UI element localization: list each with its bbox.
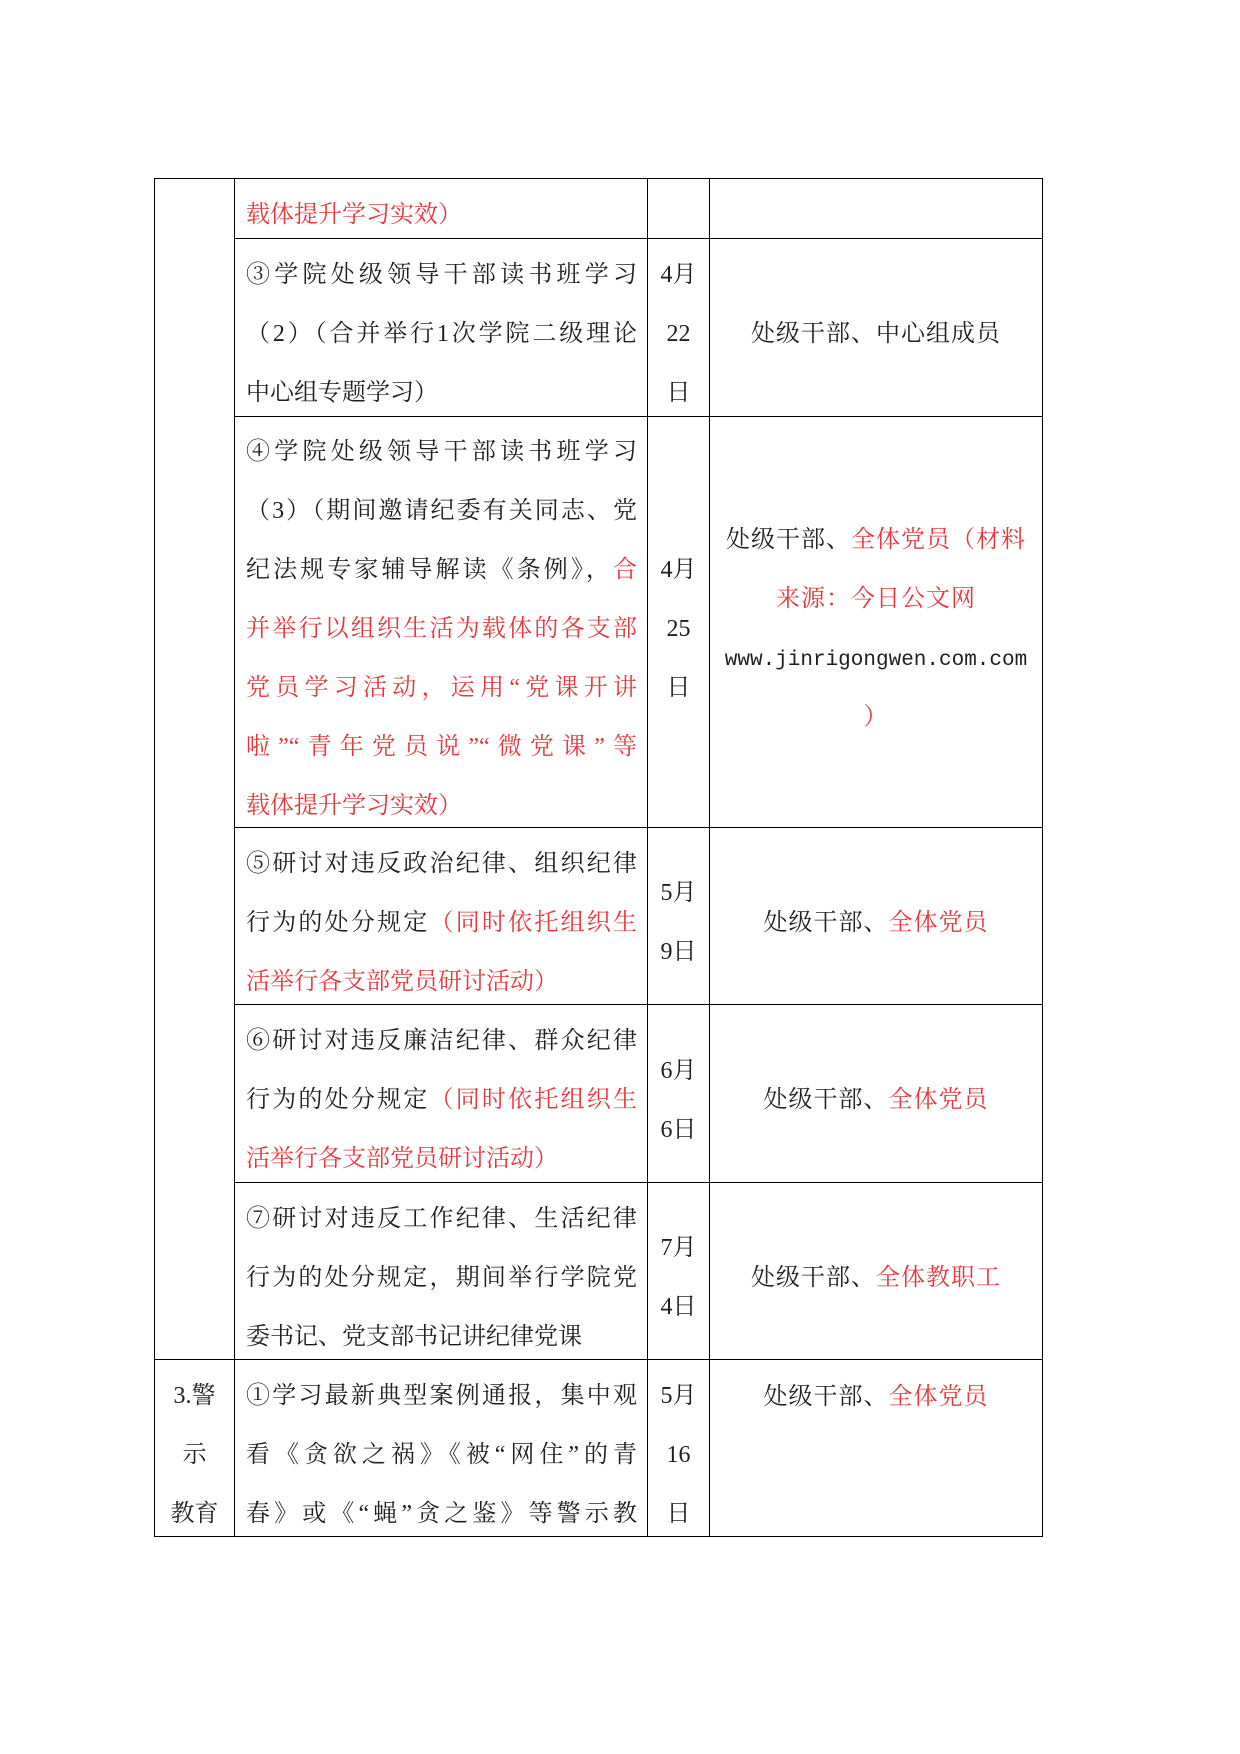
activity-text [235, 828, 647, 1004]
date-line: 日 [666, 1500, 691, 1527]
activity-line [246, 1190, 637, 1249]
participants-text [710, 828, 1042, 1004]
category-text [155, 1360, 234, 1536]
activity-line [246, 482, 637, 541]
date-line: 4日 [660, 1294, 697, 1320]
category-line: 教育 [170, 1500, 219, 1527]
text-run: ①学习最新典型案例通报，集中观 [246, 1382, 637, 1409]
activity-line [246, 1130, 637, 1189]
date-text [648, 1005, 709, 1182]
participants-cell [710, 417, 1043, 828]
highlighted-text: 载体提升学习实效） [246, 792, 462, 819]
source-url-text: www.jinrigongwen.com.com [724, 649, 1028, 672]
date-text [648, 179, 709, 238]
participants-text [710, 1005, 1042, 1182]
highlighted-text: 啦”“青年党员说”“微党课”等 [246, 733, 637, 760]
participants-line [710, 1071, 1042, 1130]
date-text [648, 239, 709, 416]
activity-line [246, 1485, 637, 1544]
date-cell [648, 1183, 710, 1360]
date-line: 25 [666, 615, 691, 642]
activity-line [246, 718, 637, 777]
text-run: 处级干部、中心组成员 [751, 321, 1001, 347]
date-line: 日 [666, 674, 691, 701]
activity-text [235, 1360, 647, 1536]
activity-line [246, 1249, 637, 1308]
participants-cell [710, 239, 1043, 417]
participants-line [710, 629, 1042, 688]
activity-cell [235, 828, 648, 1005]
date-cell [648, 179, 710, 239]
text-run: 处级干部、 [726, 527, 851, 553]
activity-line [246, 1071, 637, 1130]
participants-line [710, 688, 1042, 747]
date-text [648, 1183, 709, 1359]
activity-cell [235, 239, 648, 417]
activity-cell [235, 1360, 648, 1537]
activity-line [246, 541, 637, 600]
date-text [648, 417, 709, 827]
text-run: 行为的处分规定 [246, 909, 430, 936]
text-run: ⑥研讨对违反廉洁纪律、群众纪律 [246, 1028, 637, 1054]
participants-cell [710, 1360, 1043, 1537]
activity-line [246, 659, 637, 718]
highlighted-text: 全体党员 [888, 1384, 989, 1410]
activity-line [246, 1367, 637, 1426]
table-row [155, 417, 1043, 828]
highlighted-text: 并举行以组织生活为载体的各支部 [246, 615, 637, 642]
highlighted-text: （同时依托组织生 [429, 909, 637, 936]
category-cell [155, 179, 235, 1360]
highlighted-text: 活举行各支部党员研讨活动） [246, 968, 558, 995]
date-cell [648, 828, 710, 1005]
participants-text [710, 417, 1042, 827]
activity-line [246, 364, 637, 423]
participants-line [710, 570, 1042, 629]
activity-line [246, 1012, 637, 1071]
date-line: 日 [666, 380, 691, 406]
participants-line [710, 1249, 1042, 1308]
activity-line [246, 953, 637, 1012]
table-row [155, 1183, 1043, 1360]
text-run: （3）（期间邀请纪委有关同志、党 [246, 497, 637, 524]
date-line: 9日 [660, 939, 697, 965]
participants-line [710, 511, 1042, 570]
activity-text [235, 417, 647, 827]
text-run: （2）（合并举行1次学院二级理论 [246, 321, 637, 347]
highlighted-text: 全体教职工 [876, 1264, 1001, 1291]
highlighted-text: ） [863, 704, 889, 730]
text-run: 处级干部、 [763, 1384, 889, 1410]
participants-line [710, 894, 1042, 953]
highlighted-text: 全体党员（材料 [851, 527, 1026, 553]
date-text [648, 828, 709, 1004]
date-line: 5月 [660, 1382, 697, 1409]
activity-line [246, 835, 637, 894]
text-run: 看《贪欲之祸》《被“网住”的青 [246, 1441, 637, 1468]
highlighted-text: 活举行各支部党员研讨活动） [246, 1146, 558, 1172]
table-row [155, 239, 1043, 417]
date-line: 5月 [660, 880, 697, 906]
date-line: 4月 [660, 262, 697, 288]
activity-line [246, 305, 637, 364]
text-run: 行为的处分规定 [246, 1087, 430, 1113]
participants-cell [710, 1183, 1043, 1360]
date-text [648, 1360, 709, 1536]
activity-line [246, 894, 637, 953]
date-line: 6日 [660, 1116, 697, 1143]
activity-cell [235, 417, 648, 828]
table-row [155, 1360, 1043, 1537]
participants-line [710, 305, 1042, 364]
highlighted-text: 来源：今日公文网 [776, 586, 976, 612]
participants-text [710, 1183, 1042, 1359]
date-line: 22 [666, 321, 691, 347]
text-run: 处级干部、 [763, 909, 889, 936]
table-body [155, 179, 1043, 1537]
activity-cell [235, 1005, 648, 1183]
text-run: 处级干部、 [751, 1264, 876, 1291]
highlighted-text: 合 [613, 556, 637, 583]
participants-cell [710, 179, 1043, 239]
date-cell [648, 1005, 710, 1183]
participants-text [710, 179, 1042, 238]
text-run: 委书记、党支部书记讲纪律党课 [246, 1323, 582, 1350]
text-run: ③学院处级领导干部读书班学习 [246, 262, 637, 288]
text-run: 行为的处分规定，期间举行学院党 [246, 1264, 637, 1291]
highlighted-text: 党员学习活动，运用“党课开讲 [246, 674, 637, 701]
table-row [155, 1005, 1043, 1183]
category-line: 示 [182, 1441, 207, 1468]
activity-line [246, 600, 637, 659]
text-run: ⑤研讨对违反政治纪律、组织纪律 [246, 850, 637, 877]
activity-line [246, 186, 637, 245]
text-run: 处级干部、 [763, 1087, 889, 1113]
activity-line [246, 1308, 637, 1367]
date-line: 4月 [660, 556, 697, 583]
activity-cell [235, 1183, 648, 1360]
activity-cell [235, 179, 648, 239]
text-run: ⑦研讨对违反工作纪律、生活纪律 [246, 1205, 637, 1232]
highlighted-text: 全体党员 [888, 909, 989, 936]
text-run: 春》或《“蝇”贪之鉴》等警示教 [246, 1500, 637, 1527]
activity-text [235, 179, 647, 238]
activity-text [235, 1183, 647, 1359]
activity-text [235, 1005, 647, 1182]
text-run: ④学院处级领导干部读书班学习 [246, 438, 637, 465]
activity-line [246, 246, 637, 305]
date-line: 16 [666, 1441, 691, 1468]
date-cell [648, 1360, 710, 1537]
activity-line [246, 423, 637, 482]
participants-text [710, 1360, 1042, 1536]
date-cell [648, 417, 710, 828]
participants-cell [710, 1005, 1043, 1183]
category-cell [155, 1360, 235, 1537]
activity-line [246, 1426, 637, 1485]
highlighted-text: 载体提升学习实效） [246, 202, 462, 228]
highlighted-text: 全体党员 [888, 1087, 989, 1113]
date-line: 7月 [660, 1235, 697, 1261]
participants-cell [710, 828, 1043, 1005]
text-run: 中心组专题学习） [246, 380, 438, 406]
date-line: 6月 [660, 1057, 697, 1084]
date-cell [648, 239, 710, 417]
text-run: 纪法规专家辅导解读《条例》， [246, 556, 613, 583]
activity-text [235, 239, 647, 416]
category-line: 3.警 [173, 1382, 216, 1409]
highlighted-text: （同时依托组织生 [429, 1087, 637, 1113]
activity-line [246, 777, 637, 836]
participants-text [710, 239, 1042, 416]
schedule-table [154, 178, 1043, 1537]
table-row [155, 828, 1043, 1005]
table-row [155, 179, 1043, 239]
participants-line [710, 1368, 1042, 1427]
